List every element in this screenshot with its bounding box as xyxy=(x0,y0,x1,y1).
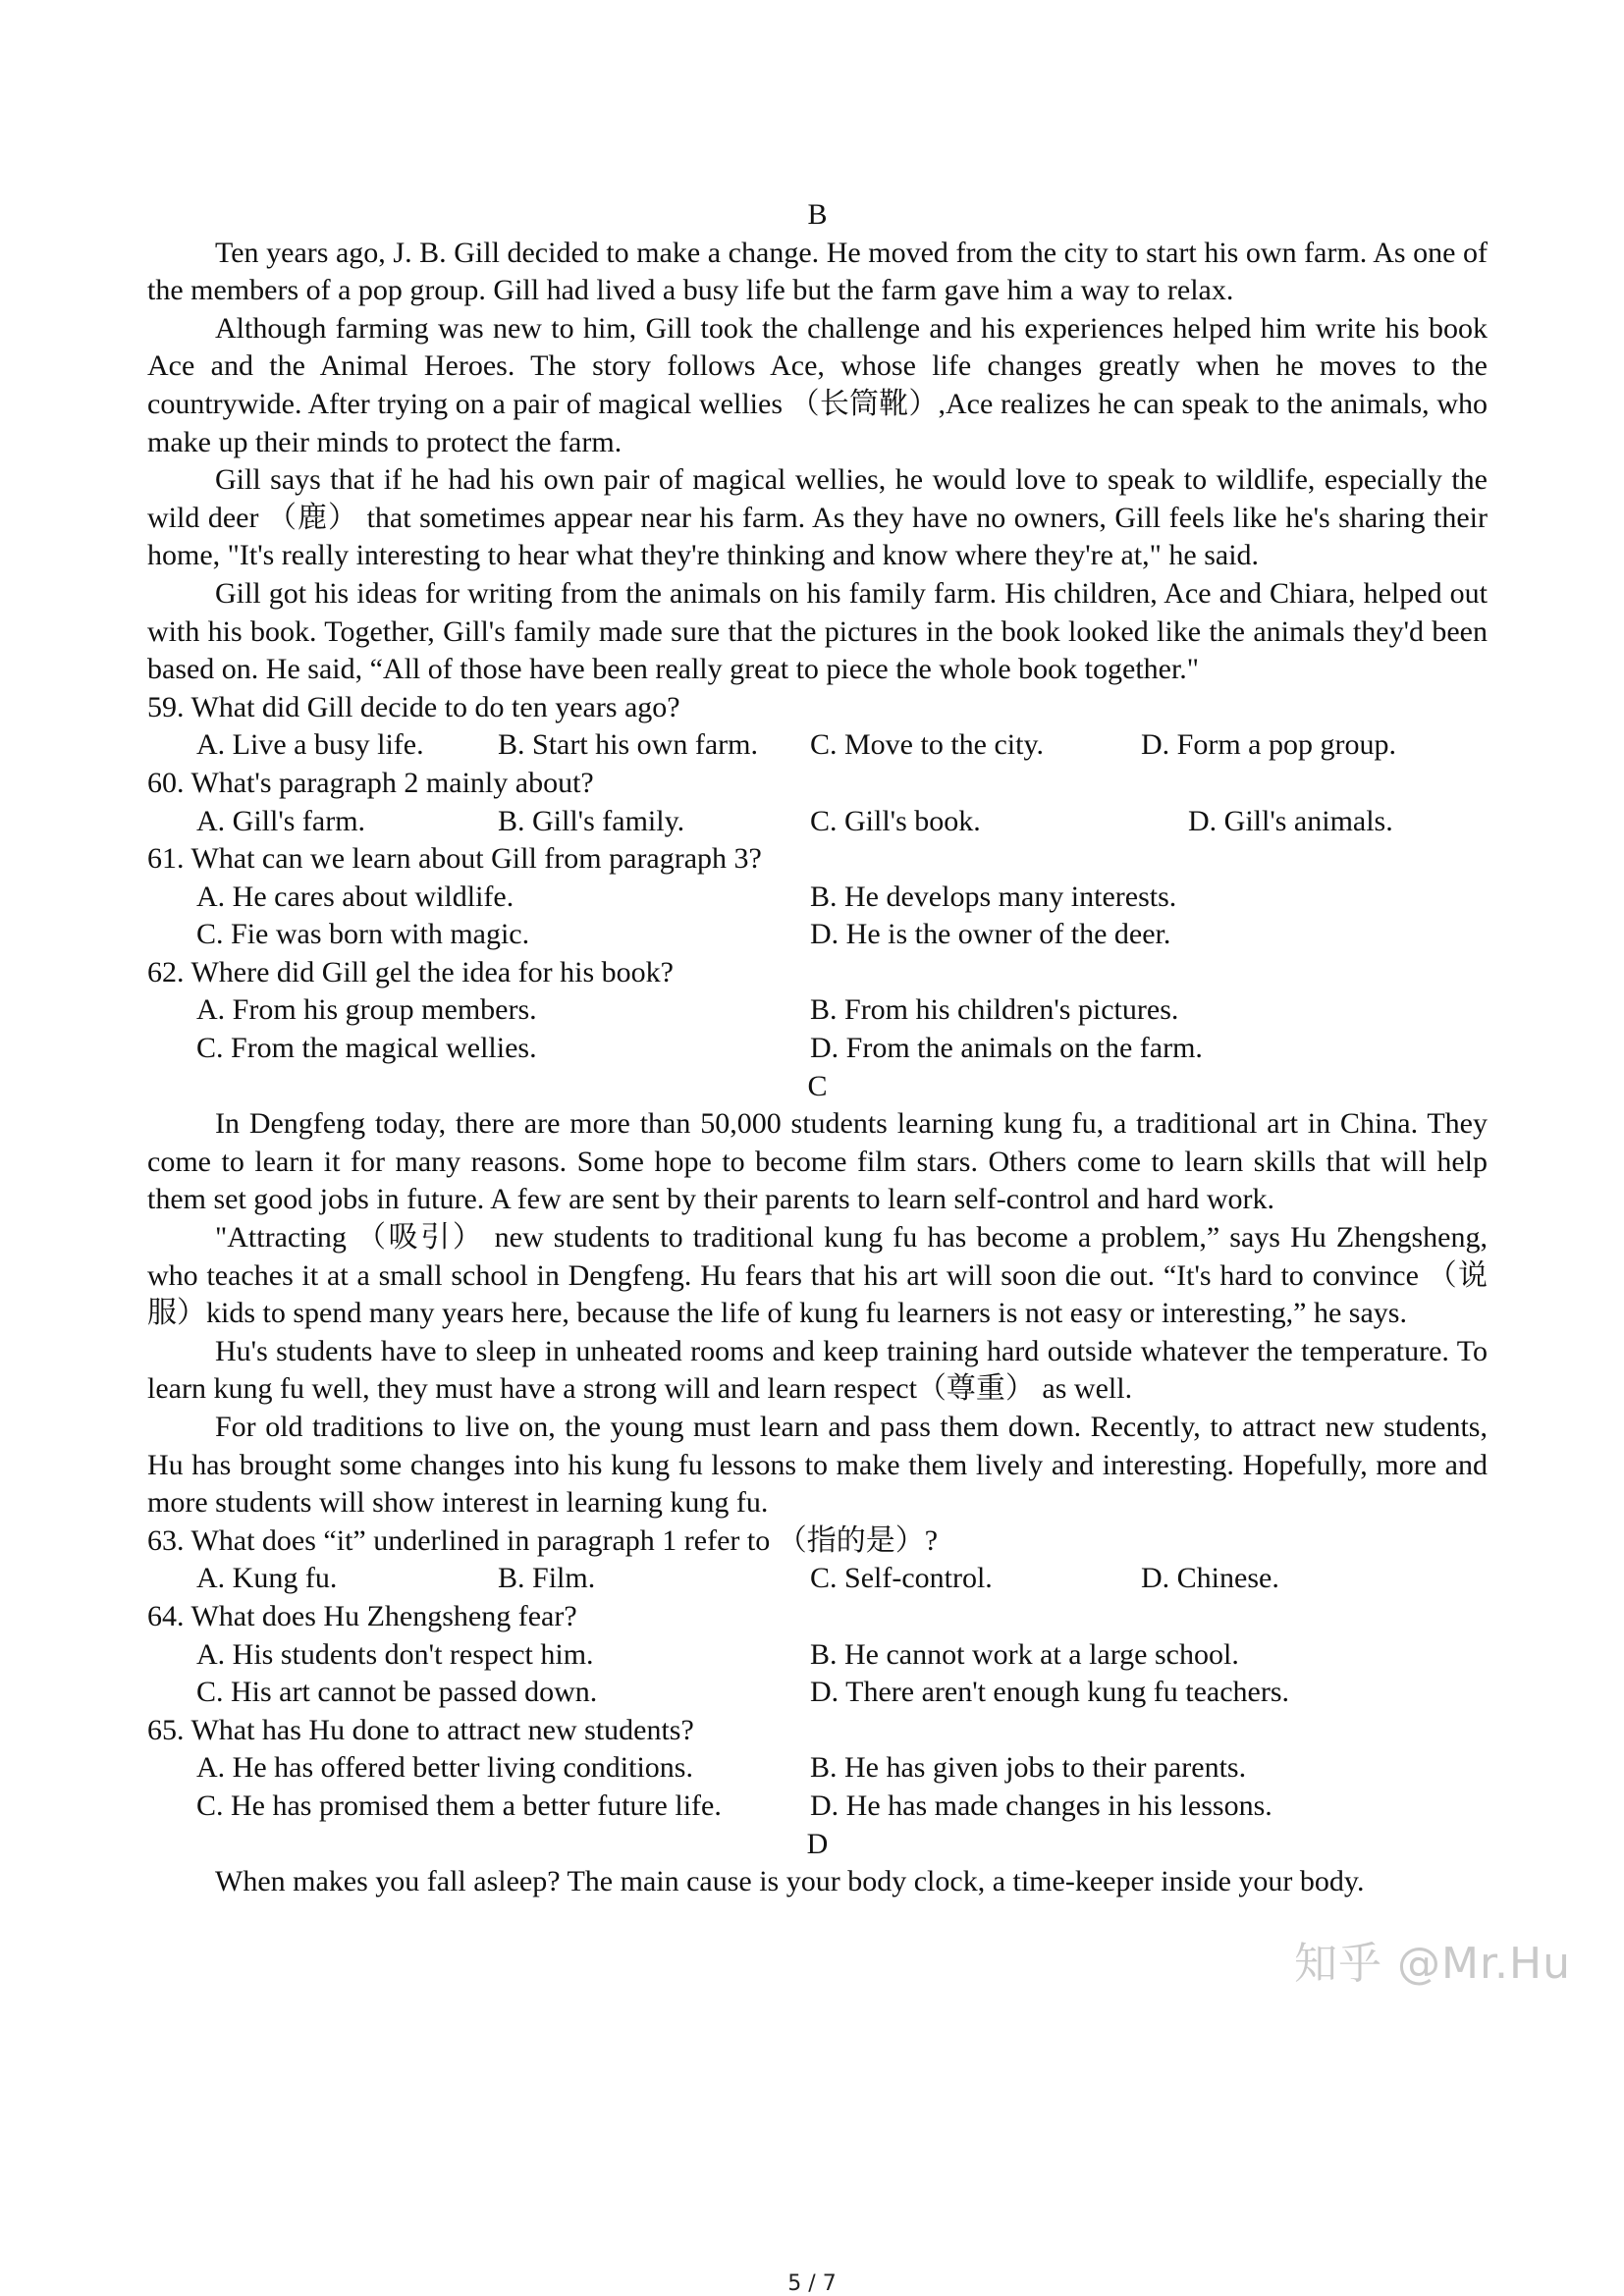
passage-c-paragraph-4: For old traditions to live on, the young must learn and pass them down. Recently, to attract new students, Hu has brought some changes into his kung fu lessons to make them lively and interesting. Hopefully, more and more students will show interest in learning kung fu. xyxy=(147,1411,1488,1520)
question-63-options xyxy=(147,1560,1488,1598)
question-62-option-d: D. From the animals on the farm. xyxy=(810,1032,1203,1065)
question-62-option-c: C. From the magical wellies. xyxy=(196,1032,537,1065)
question-59: 59. What did Gill decide to do ten years ago? xyxy=(147,690,680,723)
question-64-options-row-1 xyxy=(147,1636,1488,1675)
question-60-option-c: C. Gill's book. xyxy=(810,804,981,837)
question-63-option-a: A. Kung fu. xyxy=(196,1562,338,1595)
question-65-options-row-2 xyxy=(147,1788,1488,1826)
question-62-options-row-1 xyxy=(147,991,1488,1030)
question-61-option-c: C. Fie was born with magic. xyxy=(196,918,530,951)
question-61-option-d: D. He is the owner of the deer. xyxy=(810,918,1171,951)
question-63-option-c: C. Self-control. xyxy=(810,1562,993,1595)
question-62-option-b: B. From his children's pictures. xyxy=(810,993,1179,1027)
question-64-option-a: A. His students don't respect him. xyxy=(196,1637,594,1671)
question-59-option-a: A. Live a busy life. xyxy=(196,728,424,762)
question-63-option-d: D. Chinese. xyxy=(1141,1562,1279,1595)
question-64-option-b: B. He cannot work at a large school. xyxy=(810,1637,1239,1671)
question-65: 65. What has Hu done to attract new students? xyxy=(147,1713,694,1746)
page-content xyxy=(147,196,1488,1901)
question-59-option-d: D. Form a pop group. xyxy=(1141,728,1396,762)
question-65-option-c: C. He has promised them a better future life. xyxy=(196,1789,722,1822)
question-62-options-row-2 xyxy=(147,1030,1488,1068)
section-c-label: C xyxy=(807,1069,828,1102)
question-64: 64. What does Hu Zhengsheng fear? xyxy=(147,1599,577,1632)
question-65-option-b: B. He has given jobs to their parents. xyxy=(810,1751,1247,1785)
question-65-option-d: D. He has made changes in his lessons. xyxy=(810,1789,1272,1822)
passage-c-paragraph-3: Hu's students have to sleep in unheated rooms and keep training hard outside whatever the temperature. To learn kung fu well, they must have a strong will and learn respect（尊重） as well. xyxy=(147,1334,1488,1406)
question-61-option-b: B. He develops many interests. xyxy=(810,880,1177,913)
passage-b-paragraph-2: Although farming was new to him, Gill took the challenge and his experiences helped him write his book Ace and the Animal Heroes. The story follows Ace, whose life changes greatly when he moves to the countrywide. After trying on a pair of magical wellies （长筒靴）,Ace realizes he can speak to the animals, who make up their minds to protect the farm. xyxy=(147,311,1488,458)
question-61-option-a: A. He cares about wildlife. xyxy=(196,880,514,913)
question-60-option-a: A. Gill's farm. xyxy=(196,804,366,837)
passage-b-paragraph-3: Gill says that if he had his own pair of magical wellies, he would love to speak to wildlife, especially the wild deer （鹿） that sometimes appear near his farm. As they have no owners, Gill feels like he's sharing their home, "It's really interesting to hear what they're thinking and know where they're at," he said. xyxy=(147,463,1488,572)
passage-c-paragraph-1: In Dengfeng today, there are more than 50,000 students learning kung fu, a traditional art in China. They come to learn it for many reasons. Some hope to become film stars. Others come to learn skills that will help them set good jobs in future. A few are sent by their parents to learn self-control and hard work. xyxy=(147,1107,1488,1216)
question-60-options xyxy=(147,803,1488,841)
question-64-option-d: D. There aren't enough kung fu teachers. xyxy=(810,1676,1289,1709)
section-d-label: D xyxy=(806,1827,829,1860)
passage-b-paragraph-1: Ten years ago, J. B. Gill decided to make a change. He moved from the city to start his own farm. As one of the members of a pop group. Gill had lived a busy life but the farm gave him a way to relax. xyxy=(147,236,1488,307)
question-64-options-row-2 xyxy=(147,1674,1488,1712)
question-63: 63. What does “it” underlined in paragraph 1 refer to （指的是）? xyxy=(147,1523,939,1557)
question-65-option-a: A. He has offered better living conditions. xyxy=(196,1751,693,1785)
question-60: 60. What's paragraph 2 mainly about? xyxy=(147,766,594,799)
question-59-options xyxy=(147,726,1488,765)
question-59-option-b: B. Start his own farm. xyxy=(498,728,758,762)
question-59-option-c: C. Move to the city. xyxy=(810,728,1045,762)
passage-b-paragraph-4: Gill got his ideas for writing from the animals on his family farm. His children, Ace and Chiara, helped out with his book. Together, Gill's family made sure that the pictures in the book looked like the animals they'd been based on. He said, “All of those have been really great to piece the whole book together." xyxy=(147,576,1488,686)
question-62-option-a: A. From his group members. xyxy=(196,993,537,1027)
question-61: 61. What can we learn about Gill from paragraph 3? xyxy=(147,842,762,876)
question-64-option-c: C. His art cannot be passed down. xyxy=(196,1676,598,1709)
zhihu-watermark: 知乎 @Mr.Hu xyxy=(1294,1939,1571,1989)
question-63-option-b: B. Film. xyxy=(498,1562,596,1595)
passage-c-paragraph-2: "Attracting （吸引） new students to traditional kung fu has become a problem,” says Hu Zhengsheng, who teaches it at a small school in Dengfeng. Hu fears that his art will soon die out. “It's hard to convince （说服）kids to spend many years here, because the life of kung fu learners is not easy or interesting,” he says. xyxy=(147,1221,1488,1330)
question-60-option-b: B. Gill's family. xyxy=(498,804,685,837)
question-61-options-row-1 xyxy=(147,879,1488,917)
section-b-label: B xyxy=(807,198,828,231)
question-60-option-d: D. Gill's animals. xyxy=(1188,804,1393,837)
question-61-options-row-2 xyxy=(147,916,1488,954)
page-number: 5 / 7 xyxy=(787,2271,837,2296)
question-65-options-row-1 xyxy=(147,1749,1488,1788)
passage-d-paragraph-1: When makes you fall asleep? The main cause is your body clock, a time-keeper inside your body. xyxy=(215,1865,1365,1898)
question-62: 62. Where did Gill gel the idea for his book? xyxy=(147,955,674,988)
